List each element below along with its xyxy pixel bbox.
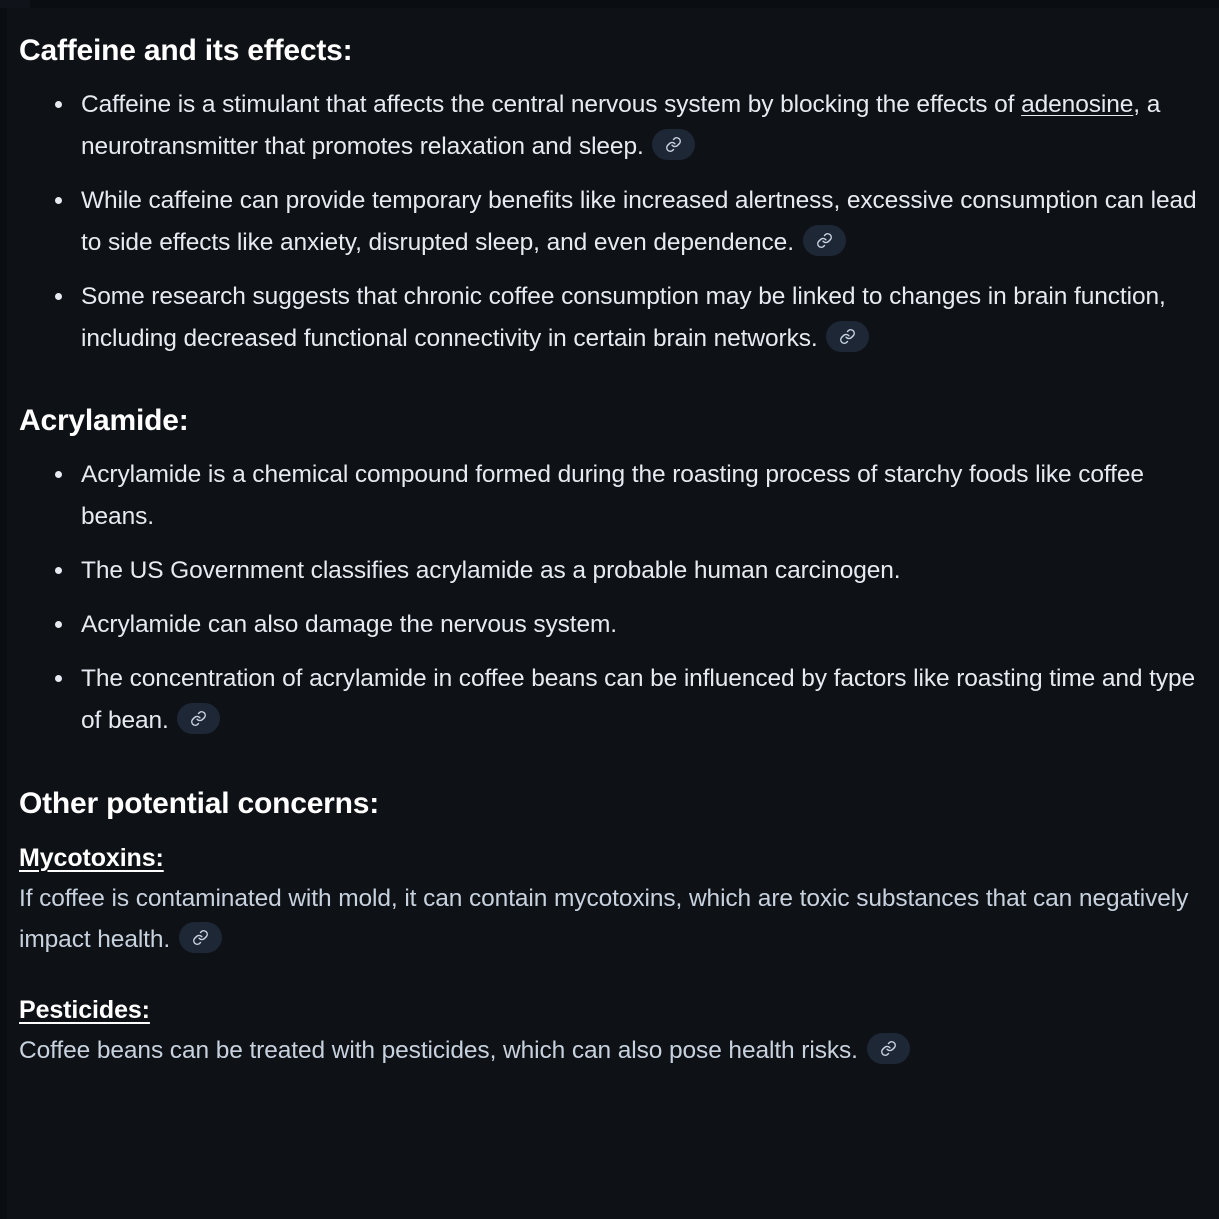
citation-link-icon[interactable]	[177, 703, 220, 734]
citation-link-icon[interactable]	[826, 321, 869, 352]
list-item	[51, 180, 1205, 264]
bullet-text-pre: Acrylamide can also damage the nervous system.	[81, 611, 618, 639]
concern-title-mycotoxins: Mycotoxins:	[19, 844, 164, 872]
bullet-text-pre: The US Government classifies acrylamide as a probable human carcinogen.	[81, 557, 901, 584]
citation-link-icon[interactable]	[652, 129, 695, 160]
list-item	[51, 84, 1205, 168]
bullet-text-pre: Acrylamide is a chemical compound formed during the roasting process of starchy foods like coffee beans.	[81, 460, 1144, 530]
bullet-text-pre: Caffeine is a stimulant that affects the central nervous system by blocking the effects of	[81, 90, 1022, 118]
concern-text-body: If coffee is contaminated with mold, it can contain mycotoxins, which are toxic substances that can negatively impact health.	[19, 885, 1189, 953]
list-item	[51, 604, 1205, 646]
list-item	[51, 276, 1205, 360]
concern-text-body: Coffee beans can be treated with pesticides, which can also pose health risks.	[19, 1037, 858, 1065]
list-item	[51, 454, 1205, 538]
bullet-text-pre: Some research suggests that chronic coffee consumption may be linked to changes in brain function, including decreased functional connectivity in certain brain networks.	[81, 283, 1166, 353]
citation-link-icon[interactable]	[867, 1033, 910, 1064]
citation-link-icon[interactable]	[803, 225, 846, 256]
section-heading-other-concerns: Other potential concerns:	[19, 786, 380, 820]
window-top-strip	[0, 0, 1219, 8]
document-content	[7, 8, 1219, 1219]
concern-text-pesticides	[19, 1031, 1205, 1072]
section-heading-acrylamide: Acrylamide:	[19, 404, 189, 438]
left-edge-strip	[0, 8, 7, 1219]
bullet-text-underlined: adenosine	[1021, 90, 1134, 118]
window-top-strip-left	[0, 0, 30, 8]
bullet-text-pre: The concentration of acrylamide in coffee beans can be influenced by factors like roasting time and type of bean.	[81, 665, 1196, 735]
list-item	[51, 550, 1205, 592]
bullet-list-acrylamide	[19, 454, 1205, 743]
bullet-text-pre: While caffeine can provide temporary benefits like increased alertness, excessive consumption can lead to side effects like anxiety, disrupted sleep, and even dependence.	[81, 186, 1197, 256]
concern-block-pesticides	[19, 996, 1205, 1072]
citation-link-icon[interactable]	[179, 922, 222, 953]
concern-block-mycotoxins	[19, 844, 1205, 960]
concern-title-pesticides: Pesticides:	[19, 996, 150, 1025]
bullet-text-post: , a neurotransmitter that promotes relaxation and sleep.	[81, 90, 1161, 160]
section-heading-caffeine: Caffeine and its effects:	[19, 34, 353, 67]
concern-text-mycotoxins	[19, 879, 1205, 960]
list-item	[51, 658, 1205, 742]
bullet-list-caffeine	[19, 84, 1205, 361]
